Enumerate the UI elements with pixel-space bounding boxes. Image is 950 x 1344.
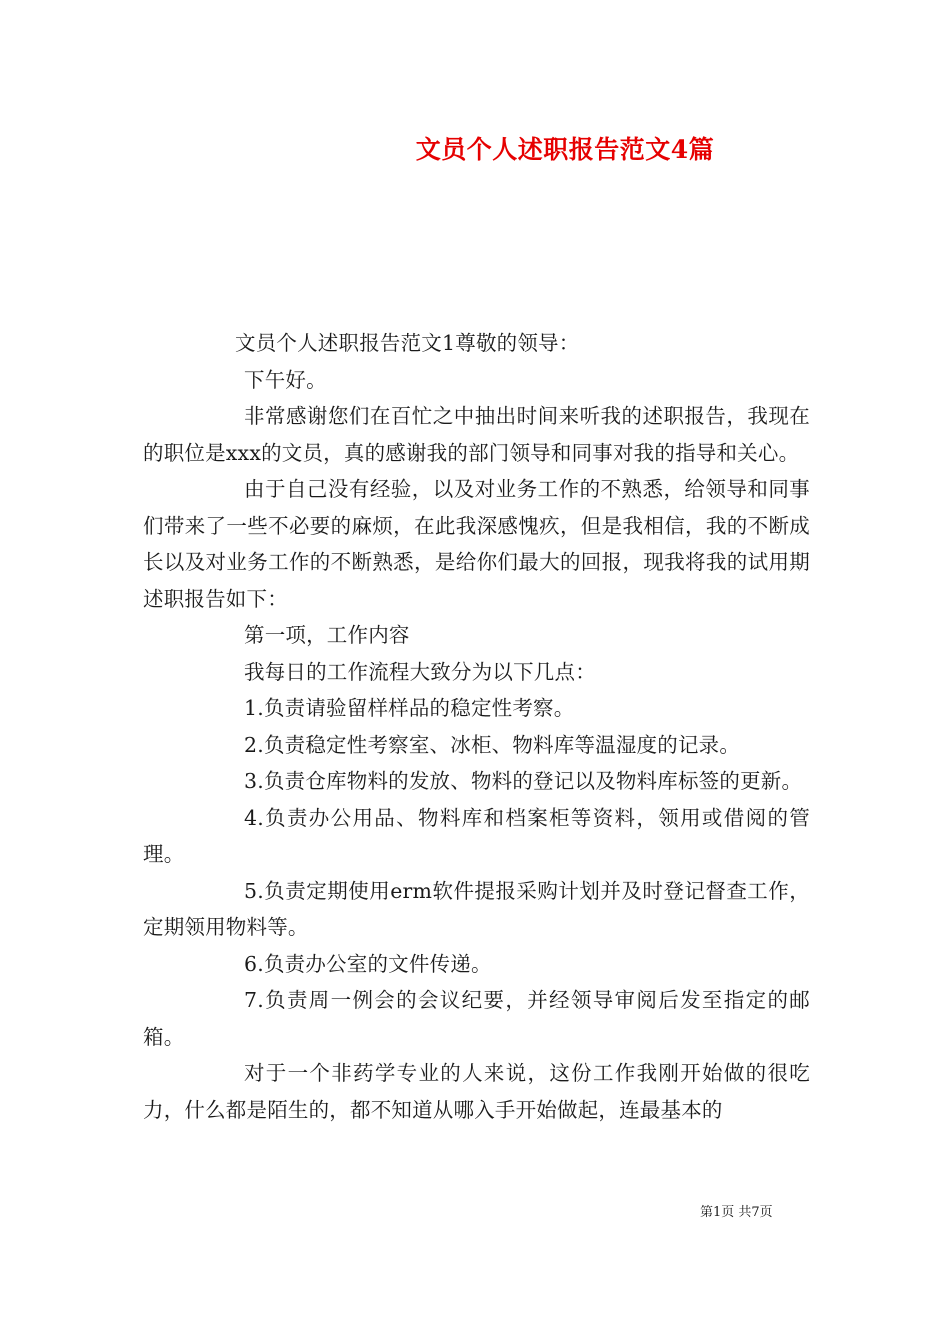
paragraph: 非常感谢您们在百忙之中抽出时间来听我的述职报告，我现在的职位是xxx的文员，真的感谢我的部门领导和同事对我的指导和关心。 [143, 404, 810, 465]
paragraph: 下午好。 [244, 367, 327, 392]
paragraph: 文员个人述职报告范文1尊敬的领导： [235, 331, 580, 355]
list-item: 6.负责办公室的文件传递。 [244, 951, 492, 976]
document-title: 文员个人述职报告范文4篇 [415, 135, 715, 164]
paragraph: 我每日的工作流程大致分为以下几点： [244, 659, 596, 684]
list-item: 7.负责周一例会的会议纪要，并经领导审阅后发至指定的邮箱。 [143, 988, 810, 1049]
list-item: 5.负责定期使用erm软件提报采购计划并及时登记督查工作，定期领用物料等。 [143, 878, 810, 939]
document-body [143, 325, 810, 1128]
list-item: 1.负责请验留样样品的稳定性考察。 [244, 696, 575, 720]
list-item: 3.负责仓库物料的发放、物料的登记以及物料库标签的更新。 [244, 769, 803, 793]
list-item: 4.负责办公用品、物料库和档案柜等资料，领用或借阅的管理。 [143, 805, 810, 866]
page-number: 第1页 共7页 [700, 1205, 773, 1220]
paragraph: 第一项，工作内容 [244, 623, 410, 647]
list-item: 2.负责稳定性考察室、冰柜、物料库等温湿度的记录。 [244, 732, 741, 757]
paragraph: 对于一个非药学专业的人来说，这份工作我刚开始做的很吃力，什么都是陌生的，都不知道从哪入手开始做起，连最基本的 [143, 1061, 810, 1122]
paragraph: 由于自己没有经验，以及对业务工作的不熟悉，给领导和同事们带来了一些不必要的麻烦，在此我深感愧疚，但是我相信，我的不断成长以及对业务工作的不断熟悉，是给你们最大的回报，现我将我的试用期述职报告如下： [143, 477, 810, 611]
